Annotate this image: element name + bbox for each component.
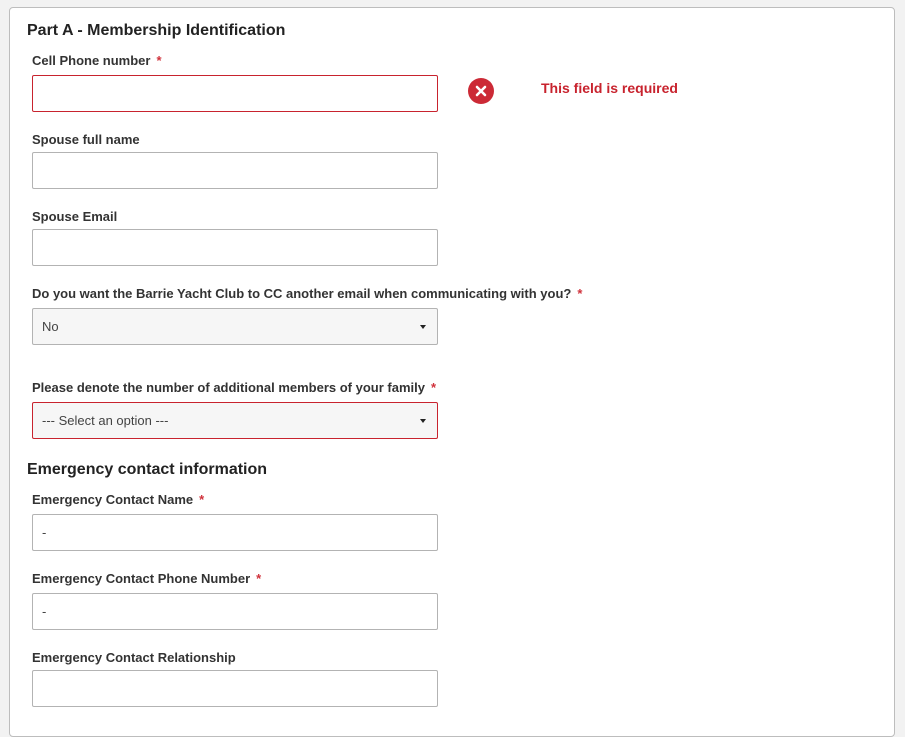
emergency-relationship-label bbox=[32, 650, 236, 666]
family-members-selected-value: --- Select an option --- bbox=[42, 413, 169, 428]
cc-email-label-text: Do you want the Barrie Yacht Club to CC another email when communicating with you? bbox=[32, 286, 572, 301]
cell-phone-error-message: This field is required bbox=[541, 80, 678, 96]
cell-phone-label bbox=[32, 53, 162, 69]
cell-phone-label-text: Cell Phone number bbox=[32, 53, 151, 68]
spouse-name-label-text: Spouse full name bbox=[32, 132, 140, 147]
spouse-email-label bbox=[32, 209, 117, 225]
emergency-name-label-text: Emergency Contact Name bbox=[32, 492, 194, 507]
emergency-phone-label-text: Emergency Contact Phone Number bbox=[32, 571, 251, 586]
family-members-select[interactable] bbox=[32, 402, 438, 439]
family-members-label bbox=[32, 380, 436, 396]
spouse-email-input[interactable] bbox=[32, 229, 438, 266]
emergency-name-input[interactable] bbox=[32, 514, 438, 551]
spouse-name-input[interactable] bbox=[32, 152, 438, 189]
required-asterisk: * bbox=[256, 571, 262, 586]
required-asterisk: * bbox=[199, 492, 205, 507]
required-asterisk: * bbox=[577, 286, 583, 301]
emergency-section-title: Emergency contact information bbox=[27, 461, 268, 478]
emergency-relationship-label-text: Emergency Contact Relationship bbox=[32, 650, 236, 665]
required-asterisk: * bbox=[430, 380, 437, 395]
spouse-email-label-text: Spouse Email bbox=[32, 209, 118, 224]
emergency-phone-label bbox=[32, 571, 261, 587]
family-members-label-text: Please denote the number of additional members of your family bbox=[32, 380, 425, 395]
emergency-phone-input[interactable] bbox=[32, 593, 438, 630]
caret-down-icon bbox=[420, 325, 426, 329]
cc-email-select[interactable] bbox=[32, 308, 438, 345]
spouse-name-label bbox=[32, 132, 140, 148]
form-panel bbox=[9, 7, 895, 737]
emergency-name-label bbox=[32, 492, 204, 508]
caret-down-icon bbox=[420, 419, 426, 423]
cell-phone-input[interactable] bbox=[32, 75, 438, 112]
emergency-relationship-input[interactable] bbox=[32, 670, 438, 707]
cc-email-selected-value: No bbox=[42, 319, 59, 334]
x-circle-icon bbox=[468, 78, 494, 104]
part-a-title: Part A - Membership Identification bbox=[27, 22, 286, 39]
required-asterisk: * bbox=[156, 53, 162, 68]
cc-email-label bbox=[32, 286, 582, 302]
